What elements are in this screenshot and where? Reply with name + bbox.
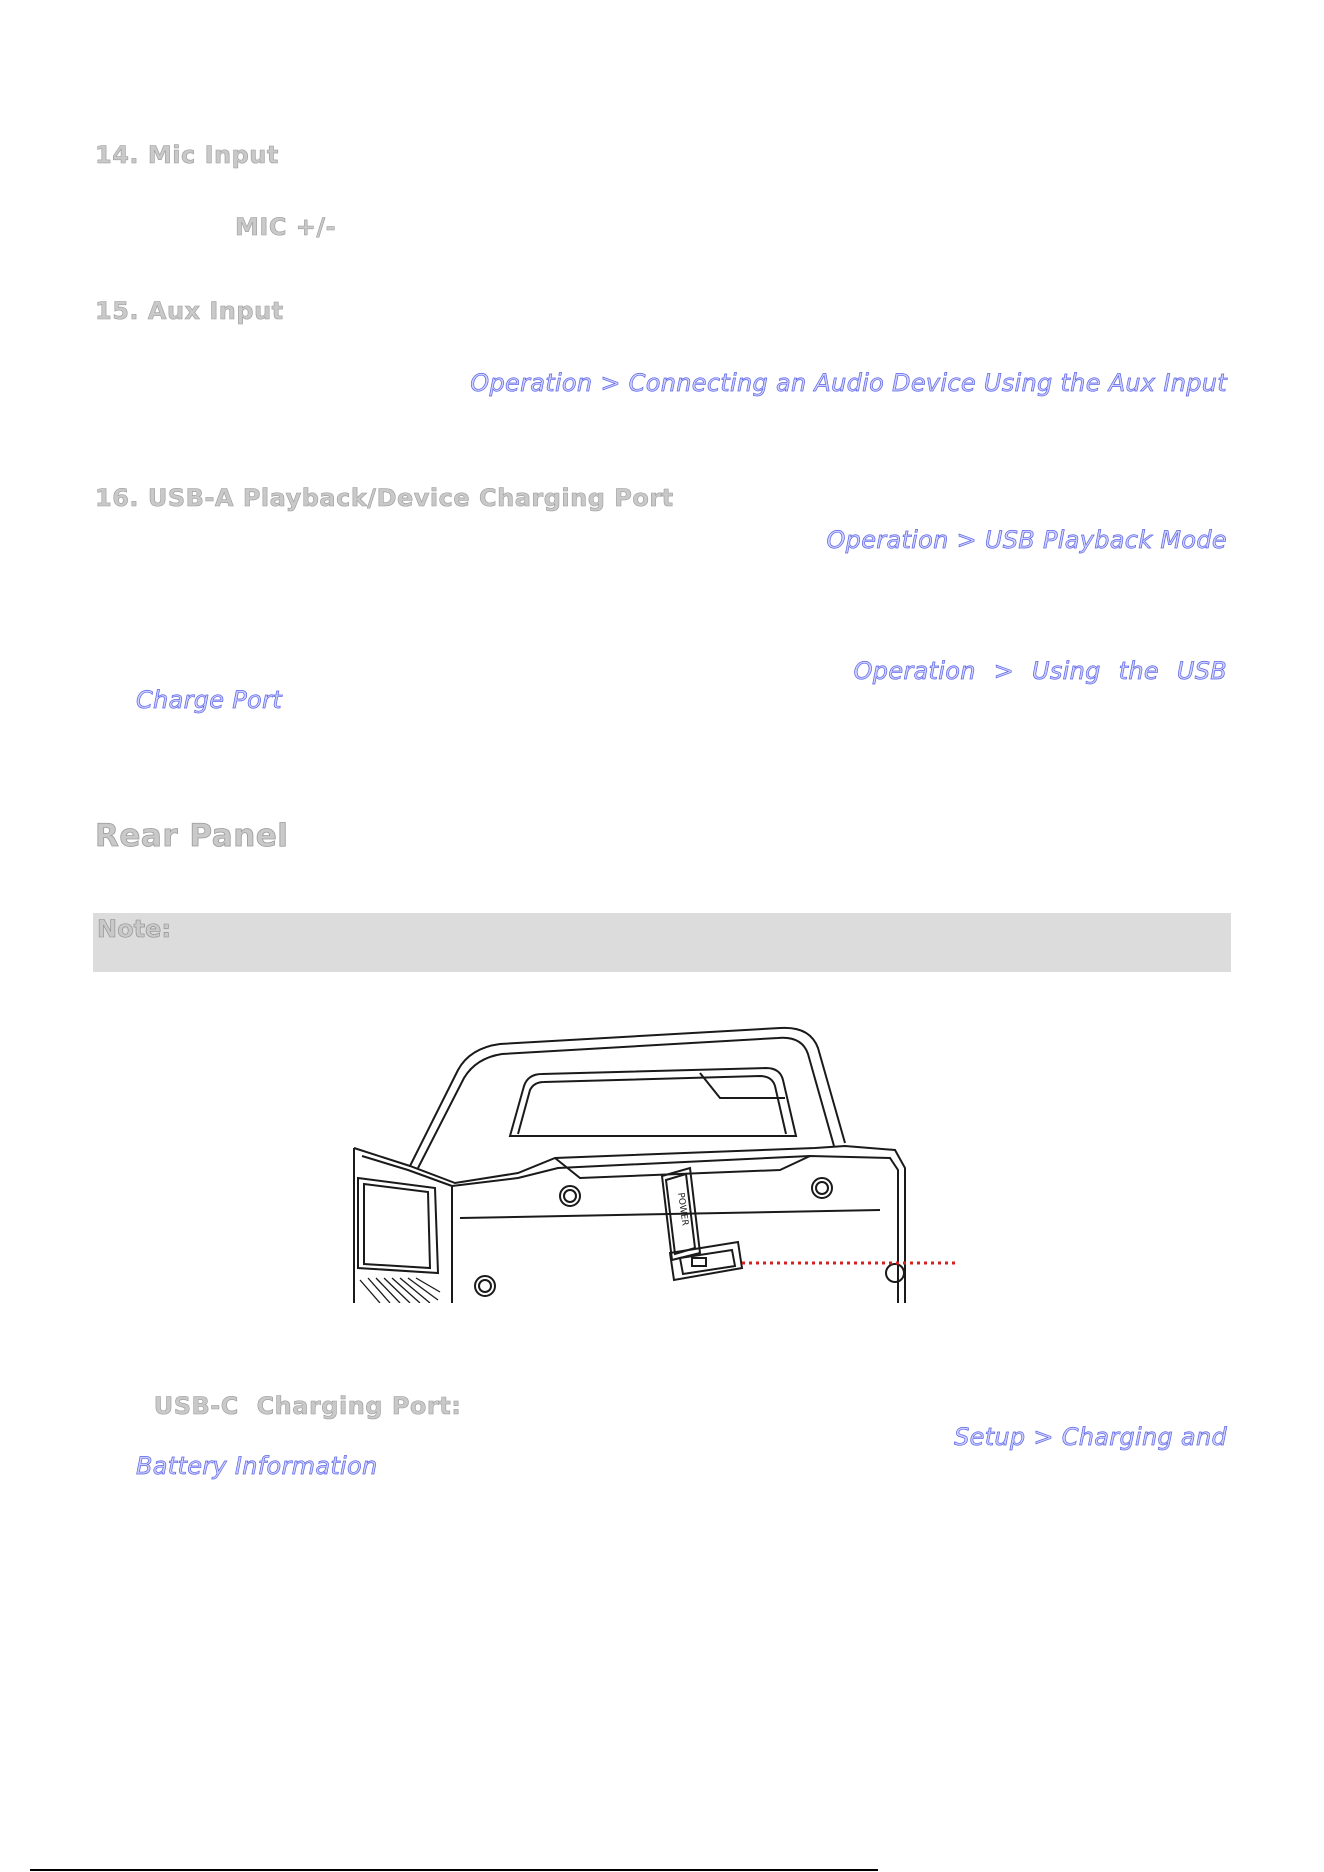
usb-c-charging-port-label	[136, 1364, 461, 1420]
usb-c-label-text: USB-C Charging Port	[153, 1392, 452, 1420]
link-charging-battery-line1[interactable]: Setup > Charging and	[954, 1423, 1227, 1451]
usb-c-label-colon: :	[451, 1392, 462, 1420]
mic-level-label: MIC +/-	[235, 213, 337, 241]
link-charging-battery-line2[interactable]: Battery Information	[136, 1452, 378, 1480]
note-label: Note:	[97, 915, 171, 943]
link-aux-input-operation[interactable]: Operation > Connecting an Audio Device Using the Aux Input	[470, 369, 1227, 397]
rear-panel-illustration	[340, 1018, 960, 1303]
heading-usb-a-port: 16. USB-A Playback/Device Charging Port	[95, 484, 674, 512]
link-usb-charge-port-line2[interactable]: Charge Port	[136, 686, 282, 714]
svg-text:POWER: POWER	[675, 1192, 690, 1227]
heading-aux-input: 15. Aux Input	[95, 297, 284, 325]
section-title-rear-panel: Rear Panel	[95, 818, 289, 854]
note-box	[93, 913, 1231, 972]
heading-mic-input: 14. Mic Input	[95, 141, 279, 169]
link-usb-playback-mode[interactable]: Operation > USB Playback Mode	[826, 526, 1227, 554]
link-usb-charge-port-line1[interactable]: Operation > Using the USB	[853, 657, 1227, 685]
footer-rule	[30, 1869, 878, 1871]
